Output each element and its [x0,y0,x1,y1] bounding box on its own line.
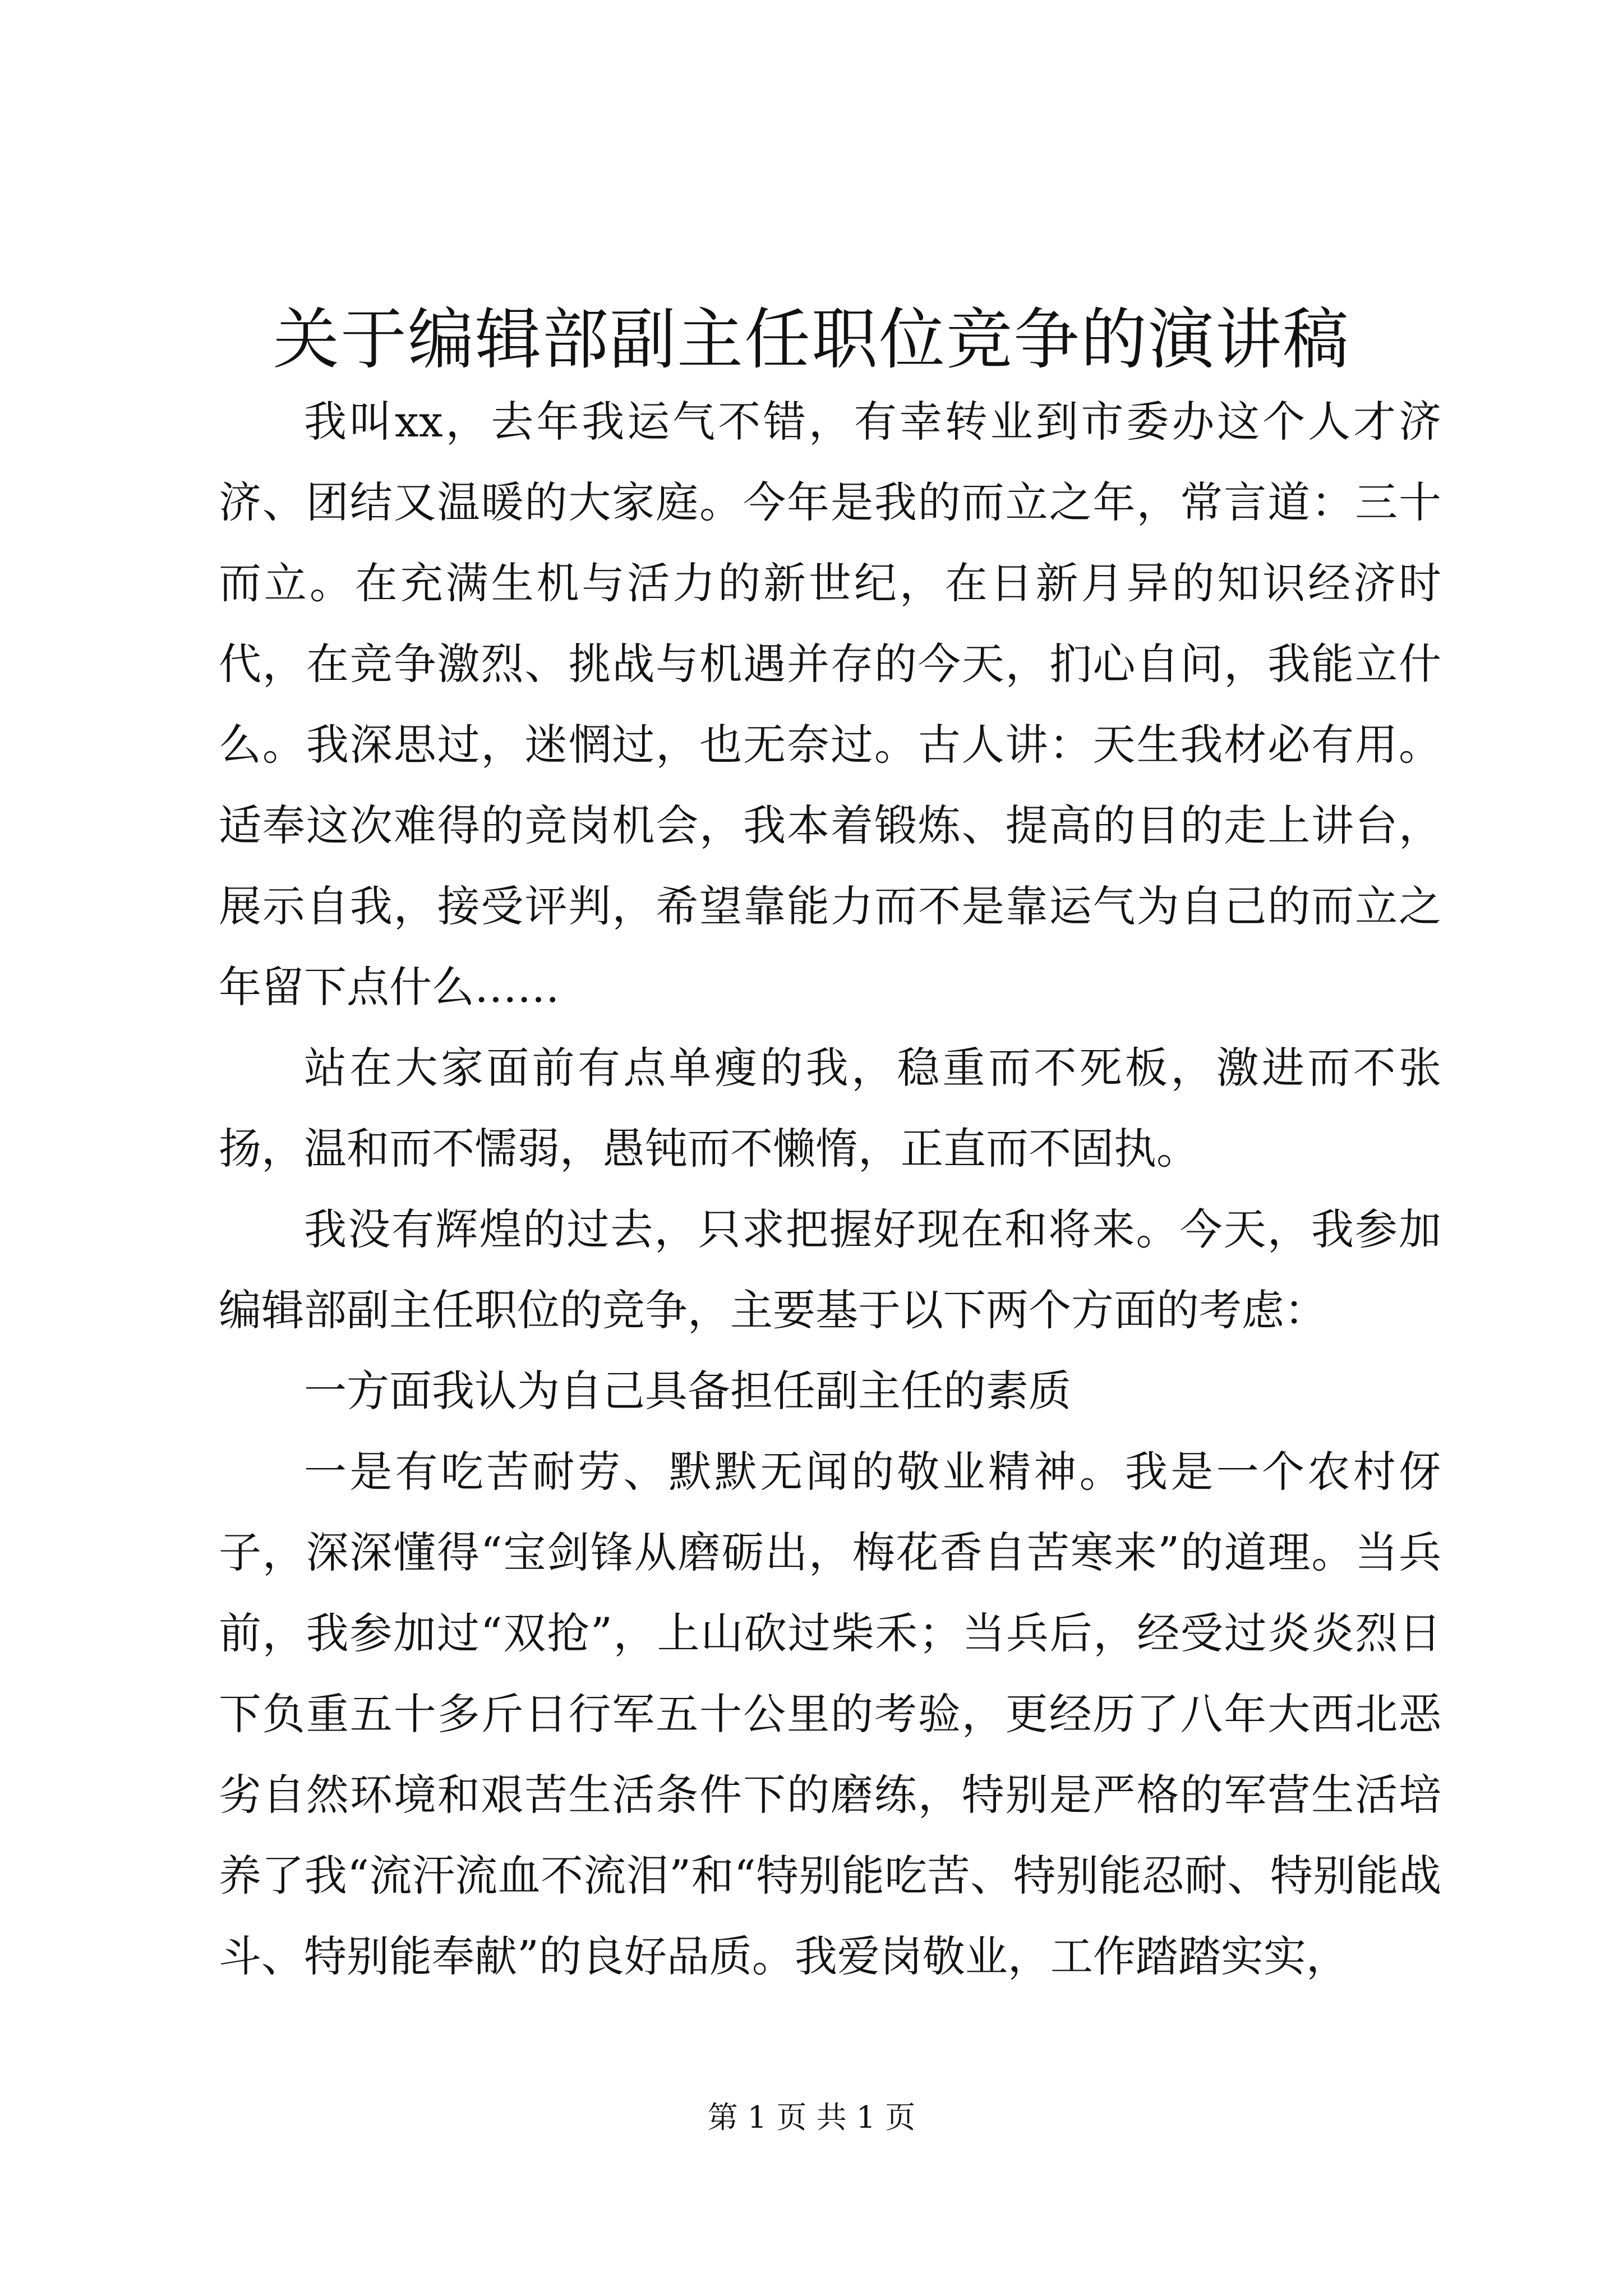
document-body [219,381,1441,1997]
paragraph: 我没有辉煌的过去，只求把握好现在和将来。今天，我参加编辑部副主任职位的竞争，主要基于以下两个方面的考虑： [219,1204,1441,1335]
document-title: 关于编辑部副主任职位竞争的演讲稿 [273,301,1350,378]
paragraph: 一方面我认为自己具备担任副主任的素质 [304,1366,1071,1416]
paragraph: 我叫xx，去年我运气不错，有幸转业到市委办这个人才济济、团结又温暖的大家庭。今年是我的而立之年，常言道：三十而立。在充满生机与活力的新世纪，在日新月异的知识经济时代，在竞争激烈、挑战与机遇并存的今天，扪心自问，我能立什么。我深思过，迷惘过，也无奈过。古人讲：天生我材必有用。适奉这次难得的竞岗机会，我本着锻炼、提高的目的走上讲台，展示自我，接受评判，希望靠能力而不是靠运气为自己的而立之年留下点什么…… [219,397,1441,1012]
paragraph: 一是有吃苦耐劳、默默无闻的敬业精神。我是一个农村伢子，深深懂得“宝剑锋从磨砺出，梅花香自苦寒来”的道理。当兵前，我参加过“双抢”，上山砍过柴禾；当兵后，经受过炎炎烈日下负重五十多斤日行军五十公里的考验，更经历了八年大西北恶劣自然环境和艰苦生活条件下的磨练，特别是严格的军营生活培养了我“流汗流血不流泪”和“特别能吃苦、特别能忍耐、特别能战斗、特别能奉献”的良好品质。我爱岗敬业，工作踏踏实实， [219,1447,1441,1981]
paragraph: 站在大家面前有点单瘦的我，稳重而不死板，激进而不张扬，温和而不懦弱，愚钝而不懒惰，正直而不固执。 [219,1043,1441,1174]
page-footer: 第 1 页 共 1 页 [707,2100,916,2135]
